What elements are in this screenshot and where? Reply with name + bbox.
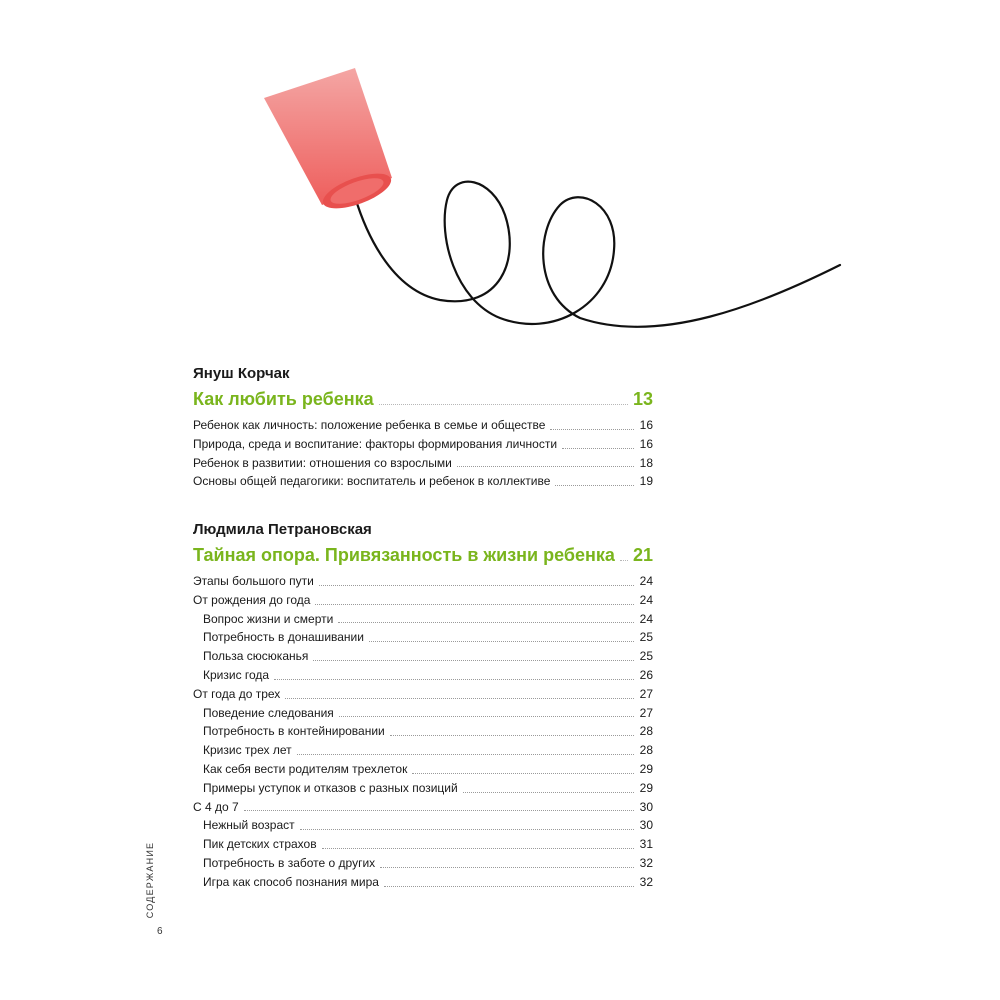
dot-leader bbox=[550, 429, 634, 430]
toc-entry-title: Ребенок в развитии: отношения со взрослыми bbox=[193, 455, 452, 470]
toc-entry-page: 19 bbox=[639, 474, 653, 489]
toc-subentry[interactable] bbox=[193, 854, 653, 873]
dot-leader bbox=[379, 404, 628, 405]
toc-entry-title: Потребность в донашивании bbox=[203, 630, 364, 645]
toc-entry-page: 29 bbox=[639, 761, 653, 776]
toc-entry-title: Как себя вести родителям трехлеток bbox=[203, 761, 408, 776]
toc-entry-title: Основы общей педагогики: воспитатель и ребенок в коллективе bbox=[193, 474, 551, 489]
dot-leader bbox=[463, 792, 634, 793]
toc-section-korczak bbox=[193, 364, 653, 491]
toc-entry-page: 16 bbox=[639, 418, 653, 432]
toc-subentry[interactable] bbox=[193, 835, 653, 854]
string-line bbox=[355, 182, 840, 327]
toc-entry-page: 25 bbox=[639, 649, 653, 664]
toc-entry-title: Поведение следования bbox=[203, 705, 334, 720]
toc-entry-page: 26 bbox=[639, 667, 653, 682]
dot-leader bbox=[322, 848, 634, 849]
dot-leader bbox=[620, 560, 628, 561]
author-name: Януш Корчак bbox=[193, 365, 290, 382]
toc-entry-title: Игра как способ познания мира bbox=[203, 874, 379, 889]
dot-leader bbox=[562, 448, 634, 449]
toc-subentry[interactable] bbox=[193, 779, 653, 798]
author-name: Людмила Петрановская bbox=[193, 521, 372, 538]
dot-leader bbox=[369, 641, 634, 642]
toc-entry-title: Польза сюсюканья bbox=[203, 649, 309, 664]
cup-and-string-illustration bbox=[0, 0, 1000, 360]
book-title: Тайная опора. Привязанность в жизни ребенка bbox=[193, 545, 615, 565]
toc-entry[interactable] bbox=[193, 435, 653, 454]
toc-entry-title: Кризис года bbox=[203, 667, 270, 682]
toc-subentry[interactable] bbox=[193, 741, 653, 760]
toc-entry-title: Примеры уступок и отказов с разных позиций bbox=[203, 780, 458, 795]
toc-entry-title: Этапы большого пути bbox=[193, 574, 314, 588]
dot-leader bbox=[244, 810, 634, 811]
toc-entry-title: Природа, среда и воспитание: факторы формирования личности bbox=[193, 436, 558, 451]
dot-leader bbox=[300, 829, 634, 830]
toc-entry-title: Потребность в заботе о других bbox=[203, 855, 376, 870]
toc-entry[interactable] bbox=[193, 591, 653, 610]
toc-subentry[interactable] bbox=[193, 816, 653, 835]
toc-entry-title: Вопрос жизни и смерти bbox=[203, 611, 334, 626]
toc-entry-page: 24 bbox=[639, 574, 653, 588]
book-title: Как любить ребенка bbox=[193, 389, 374, 409]
toc-subentry[interactable] bbox=[193, 873, 653, 892]
toc-entry-title: Ребенок как личность: положение ребенка в семье и обществе bbox=[193, 418, 546, 432]
toc-entry-page: 27 bbox=[639, 705, 653, 720]
dot-leader bbox=[390, 735, 634, 736]
toc-subentry[interactable] bbox=[193, 760, 653, 779]
toc-entry[interactable] bbox=[193, 798, 653, 817]
dot-leader bbox=[338, 622, 634, 623]
dot-leader bbox=[315, 604, 634, 605]
toc-entry[interactable] bbox=[193, 685, 653, 704]
dot-leader bbox=[313, 660, 634, 661]
toc-entry-page: 25 bbox=[639, 630, 653, 645]
book-page: 13 bbox=[632, 389, 653, 409]
toc-subentry[interactable] bbox=[193, 647, 653, 666]
dot-leader bbox=[412, 773, 634, 774]
toc-entry-title: Потребность в контейнировании bbox=[203, 724, 385, 739]
toc-entry-title: Нежный возраст bbox=[203, 818, 295, 833]
dot-leader bbox=[274, 679, 634, 680]
dot-leader bbox=[384, 886, 634, 887]
book-page: 21 bbox=[632, 545, 653, 565]
toc-entry-page: 31 bbox=[639, 837, 653, 852]
page-number: 6 bbox=[157, 926, 163, 937]
book-title-entry[interactable] bbox=[193, 387, 653, 411]
dot-leader bbox=[285, 698, 634, 699]
dot-leader bbox=[319, 585, 634, 586]
dot-leader bbox=[457, 466, 634, 467]
toc-entry[interactable] bbox=[193, 572, 653, 591]
toc-entry-title: С 4 до 7 bbox=[193, 799, 239, 814]
toc-entry-page: 30 bbox=[639, 799, 653, 814]
toc-subentry[interactable] bbox=[193, 628, 653, 647]
toc-entry-page: 29 bbox=[639, 780, 653, 795]
toc-entry-page: 30 bbox=[639, 818, 653, 833]
toc-entry-page: 32 bbox=[639, 855, 653, 870]
toc-subentry[interactable] bbox=[193, 666, 653, 685]
section-side-label: СОДЕРЖАНИЕ bbox=[145, 841, 155, 919]
toc-section-petranovskaya bbox=[193, 520, 653, 892]
toc-entry[interactable] bbox=[193, 472, 653, 491]
toc-entry-page: 27 bbox=[639, 686, 653, 701]
book-title-entry[interactable] bbox=[193, 543, 653, 567]
toc-entry-page: 18 bbox=[639, 455, 653, 470]
toc-entry-title: От года до трех bbox=[193, 686, 281, 701]
dot-leader bbox=[339, 716, 634, 717]
toc-entry[interactable] bbox=[193, 454, 653, 473]
toc-entry-title: Пик детских страхов bbox=[203, 837, 317, 852]
dot-leader bbox=[380, 867, 634, 868]
dot-leader bbox=[555, 485, 634, 486]
toc-entry-title: От рождения до года bbox=[193, 592, 311, 607]
dot-leader bbox=[297, 754, 634, 755]
toc-entry-page: 28 bbox=[639, 724, 653, 739]
toc-entry-page: 24 bbox=[639, 611, 653, 626]
toc-entry-page: 24 bbox=[639, 592, 653, 607]
toc-subentry[interactable] bbox=[193, 704, 653, 723]
toc-entry-title: Кризис трех лет bbox=[203, 743, 292, 758]
toc-entry-page: 16 bbox=[639, 436, 653, 451]
toc-entry[interactable] bbox=[193, 416, 653, 435]
toc-entry-page: 28 bbox=[639, 743, 653, 758]
toc-entry-page: 32 bbox=[639, 874, 653, 889]
toc-subentry[interactable] bbox=[193, 722, 653, 741]
toc-subentry[interactable] bbox=[193, 610, 653, 629]
